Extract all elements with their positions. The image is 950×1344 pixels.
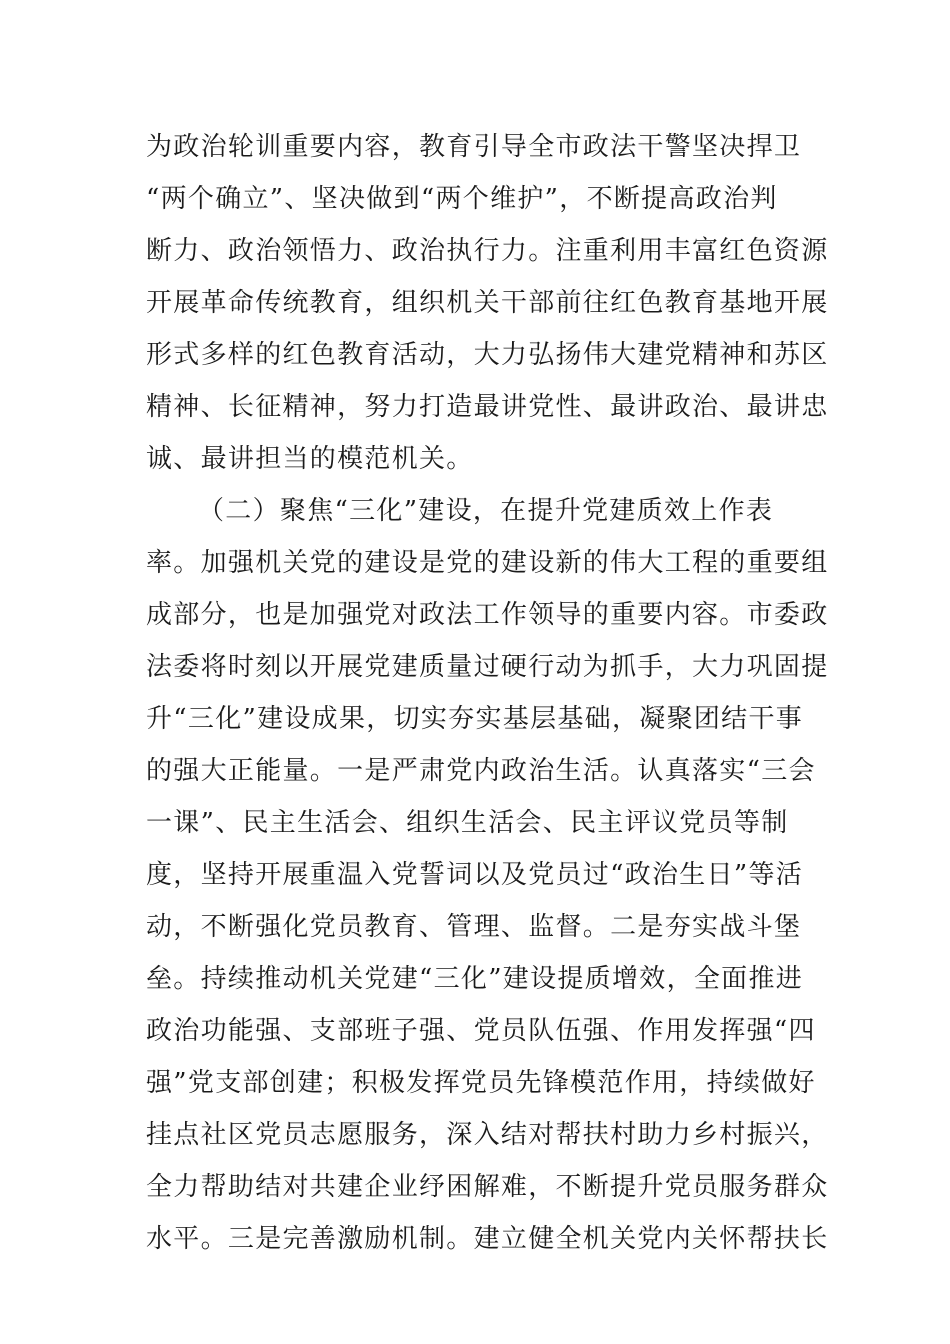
text-line: 成部分，也是加强党对政法工作领导的重要内容。市委政 [146, 600, 829, 630]
text-line: “两个确立”、坚决做到“两个维护”，不断提高政治判 [146, 184, 778, 214]
text-line: 挂点社区党员志愿服务，深入结对帮扶村助力乡村振兴， [146, 1120, 829, 1150]
text-line: 全力帮助结对共建企业纾困解难，不断提升党员服务群众 [146, 1172, 829, 1202]
text-line: 动，不断强化党员教育、管理、监督。二是夯实战斗堡 [146, 912, 802, 942]
body-text [146, 127, 829, 1271]
text-line: 政治功能强、支部班子强、党员队伍强、作用发挥强“四 [146, 1016, 816, 1046]
text-line: 开展革命传统教育，组织机关干部前往红色教育基地开展 [146, 288, 829, 318]
text-line: 断力、政治领悟力、政治执行力。注重利用丰富红色资源 [146, 236, 829, 266]
text-line: 精神、长征精神，努力打造最讲党性、最讲政治、最讲忠 [146, 392, 829, 422]
text-line: 升“三化”建设成果，切实夯实基层基础，凝聚团结干事 [146, 704, 804, 734]
text-line: 一课”、民主生活会、组织生活会、民主评议党员等制 [146, 808, 789, 838]
text-line: 率。加强机关党的建设是党的建设新的伟大工程的重要组 [146, 548, 829, 578]
text-line: 为政治轮训重要内容，教育引导全市政法干警坚决捍卫 [146, 132, 802, 162]
text-line: 垒。持续推动机关党建“三化”建设提质增效，全面推进 [146, 964, 804, 994]
section-heading: （二）聚焦“三化”建设，在提升党建质效上作表 [198, 496, 774, 526]
text-line: 度，坚持开展重温入党誓词以及党员过“政治生日”等活 [146, 860, 804, 890]
text-line: 水平。三是完善激励机制。建立健全机关党内关怀帮扶长 [146, 1224, 829, 1254]
text-line: 法委将时刻以开展党建质量过硬行动为抓手，大力巩固提 [146, 652, 829, 682]
text-line: 形式多样的红色教育活动，大力弘扬伟大建党精神和苏区 [146, 340, 829, 370]
text-line: 的强大正能量。一是严肃党内政治生活。认真落实“三会 [146, 756, 816, 786]
text-line: 强”党支部创建；积极发挥党员先锋模范作用，持续做好 [146, 1068, 816, 1098]
text-line: 诚、最讲担当的模范机关。 [146, 444, 474, 474]
